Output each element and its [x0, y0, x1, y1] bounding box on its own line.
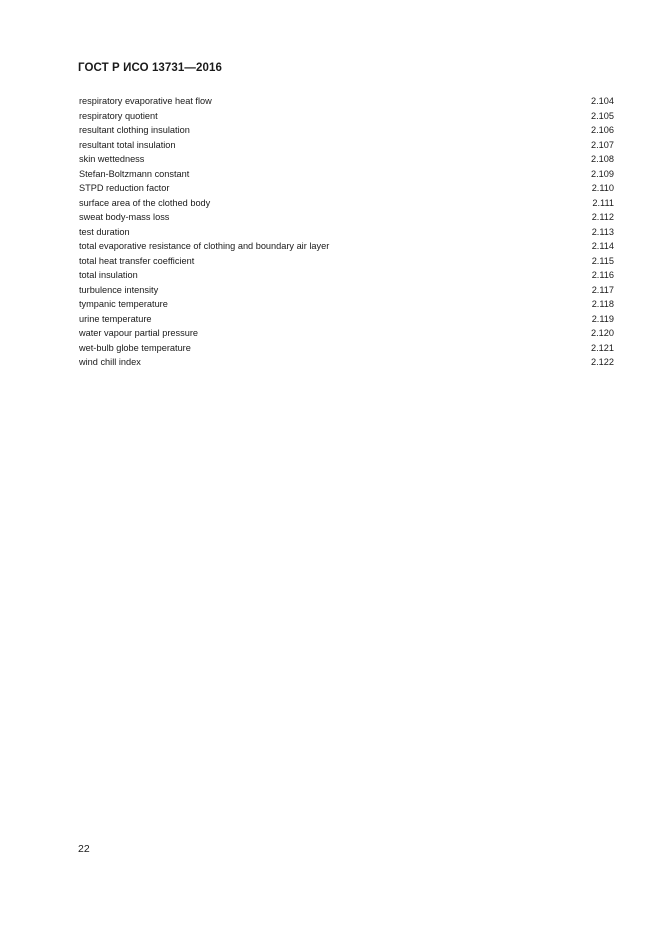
index-ref: 2.108 — [591, 154, 614, 164]
index-term: wind chill index — [79, 357, 141, 367]
index-term: test duration — [79, 226, 130, 237]
index-term: urine temperature — [79, 313, 152, 324]
index-term: total heat transfer coefficient — [79, 255, 195, 266]
page-header: ГОСТ Р ИСО 13731—2016 — [78, 62, 223, 74]
index-row — [79, 210, 614, 225]
index-term: resultant clothing insulation — [79, 125, 190, 135]
index-term: Stefan-Boltzmann constant — [79, 168, 190, 179]
index-ref: 2.112 — [591, 212, 614, 222]
index-row — [79, 109, 614, 124]
index-term: wet-bulb globe temperature — [79, 342, 191, 353]
index-row — [79, 326, 614, 341]
index-term: turbulence intensity — [79, 284, 159, 295]
index-term: STPD reduction factor — [79, 183, 170, 193]
index-ref: 2.110 — [591, 183, 614, 193]
index-row — [79, 312, 614, 327]
index-ref: 2.116 — [591, 270, 614, 280]
index-ref: 2.107 — [591, 139, 614, 150]
index-ref: 2.106 — [591, 125, 614, 135]
index-row — [79, 225, 614, 240]
index-row — [79, 123, 614, 138]
index-row — [79, 254, 614, 269]
index-term: total evaporative resistance of clothing and boundary air layer — [79, 241, 330, 251]
index-ref: 2.120 — [591, 328, 614, 338]
index-ref: 2.115 — [591, 255, 614, 266]
index-term: water vapour partial pressure — [79, 328, 198, 338]
index-ref: 2.122 — [591, 357, 614, 367]
index-term: skin wettedness — [79, 154, 145, 164]
index-row — [79, 196, 614, 211]
index-row — [79, 152, 614, 167]
index-term: surface area of the clothed body — [79, 197, 211, 208]
index-row — [79, 355, 614, 370]
index-ref: 2.113 — [591, 226, 614, 237]
index-ref: 2.118 — [591, 299, 614, 309]
index-ref: 2.121 — [591, 342, 614, 353]
index-term: respiratory quotient — [79, 110, 158, 121]
index-row — [79, 181, 614, 196]
index-row — [79, 283, 614, 298]
index-ref: 2.119 — [591, 313, 614, 324]
index-row — [79, 341, 614, 356]
index-row — [79, 239, 614, 254]
index-row — [79, 268, 614, 283]
index-ref: 2.111 — [592, 197, 614, 208]
index-row — [79, 138, 614, 153]
index-ref: 2.117 — [591, 284, 614, 295]
index-term: respiratory evaporative heat flow — [79, 96, 212, 106]
index-term: tympanic temperature — [79, 299, 168, 309]
index-ref: 2.109 — [591, 168, 614, 179]
index-row — [79, 167, 614, 182]
term-index-list — [79, 94, 614, 370]
index-ref: 2.114 — [591, 241, 614, 251]
index-term: sweat body-mass loss — [79, 212, 170, 222]
index-term: resultant total insulation — [79, 139, 176, 150]
index-row — [79, 94, 614, 109]
index-term: total insulation — [79, 270, 138, 280]
index-ref: 2.105 — [591, 110, 614, 121]
index-row — [79, 297, 614, 312]
index-ref: 2.104 — [591, 96, 614, 106]
page-number: 22 — [78, 843, 90, 855]
